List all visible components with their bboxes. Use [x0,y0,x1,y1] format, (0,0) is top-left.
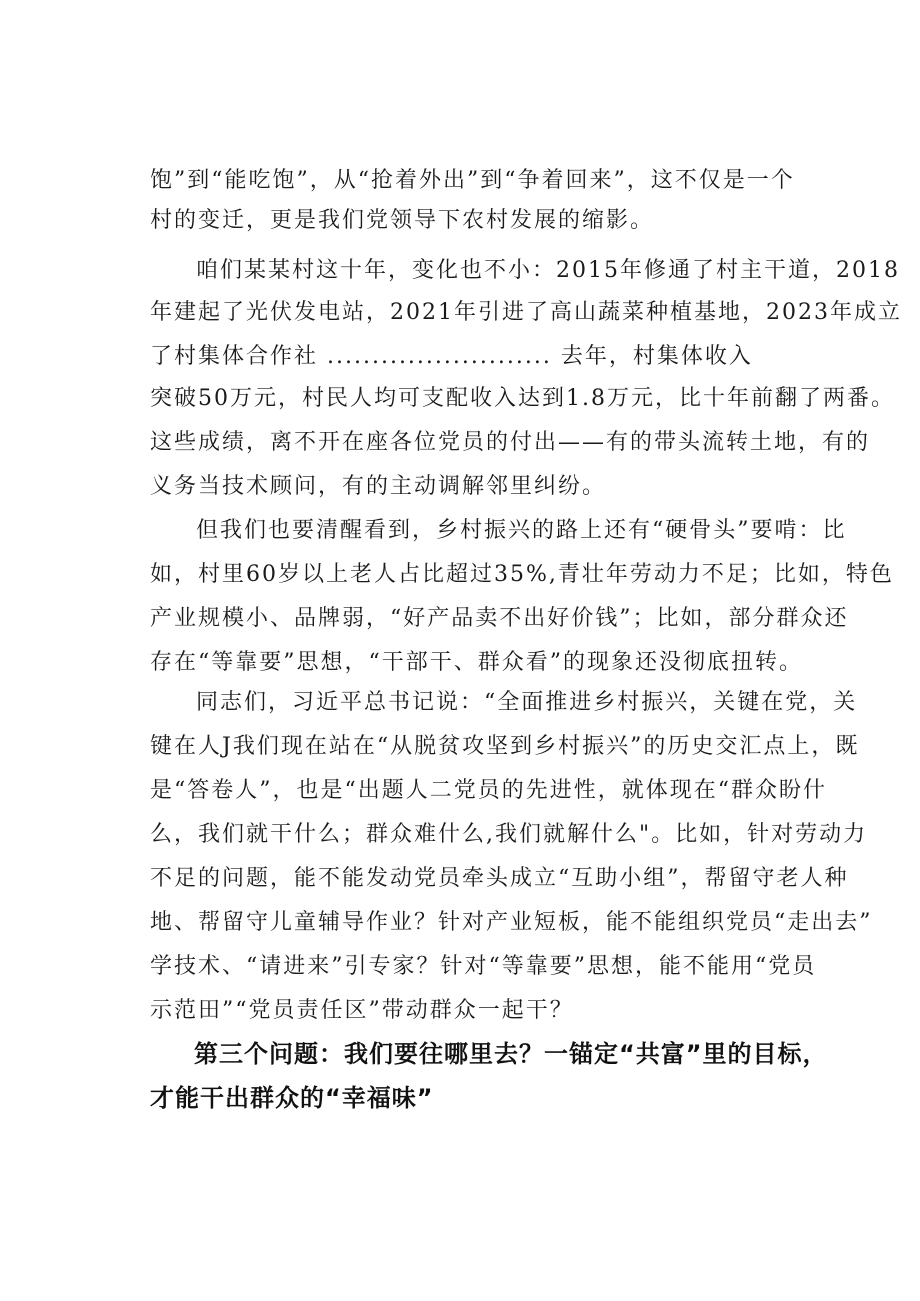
text-line: 存在“等靠要”思想，“干部干、群众看”的现象还没彻底扭转。 [150,650,803,675]
text-line: 示范田”“党员责任区”带动群众一起干？ [150,998,574,1023]
text-line: 地、帮留守儿童辅导作业？针对产业短板，能不能组织党员“走出去” [150,910,873,935]
text-line: 如，村里60岁以上老人占比超过35%,青壮年劳动力不足；比如，特色 [150,562,894,587]
text-line: 么，我们就干什么；群众难什么,我们就解什么"。比如，针对劳动力 [150,822,868,847]
text-line: 这些成绩，离不开在座各位党员的付出——有的带头流转土地，有的 [150,430,871,455]
text-line: 同志们，习近平总书记说：“全面推进乡村振兴，关键在党，关 [196,690,858,715]
text-line: 键在人J我们现在站在“从脱贫攻坚到乡村振兴”的历史交汇点上，既 [150,734,860,759]
heading-line: 才能干出群众的“幸福味” [150,1084,434,1112]
text-line: 但我们也要清醒看到，乡村振兴的路上还有“硬骨头”要啃：比 [196,518,847,543]
text-line: 义务当技术顾问，有的主动调解邻里纠纷。 [150,474,607,499]
text-line: 饱”到“能吃饱”，从“抢着外出”到“争着回来”，这不仅是一个 [150,168,795,193]
text-line: 年建起了光伏发电站，2021年引进了高山蔬菜种植基地，2023年成立 [150,300,902,325]
text-line: 了村集体合作社 ......................... 去年，村集体收入 [150,344,753,369]
text-line: 不足的问题，能不能发动党员牵头成立“互助小组”，帮留守老人种 [150,866,849,891]
text-line: 是“答卷人”，也是“出题人二党员的先进性，就体现在“群众盼什 [150,778,827,803]
text-line: 学技术、“请进来”引专家？针对“等靠要”思想，能不能用“党员 [150,954,817,979]
heading-line: 第三个问题：我们要往哪里去？一锚定“共富”里的目标， [194,1040,828,1068]
text-line: 咱们某某村这十年，变化也不小：2015年修通了村主干道，2018 [196,258,900,283]
text-line: 产业规模小、品牌弱，“好产品卖不出好价钱”；比如，部分群众还 [150,606,849,631]
text-line: 村的变迁，更是我们党领导下农村发展的缩影。 [150,208,655,233]
text-line: 突破50万元，村民人均可支配收入达到1.8万元，比十年前翻了两番。 [150,386,895,411]
